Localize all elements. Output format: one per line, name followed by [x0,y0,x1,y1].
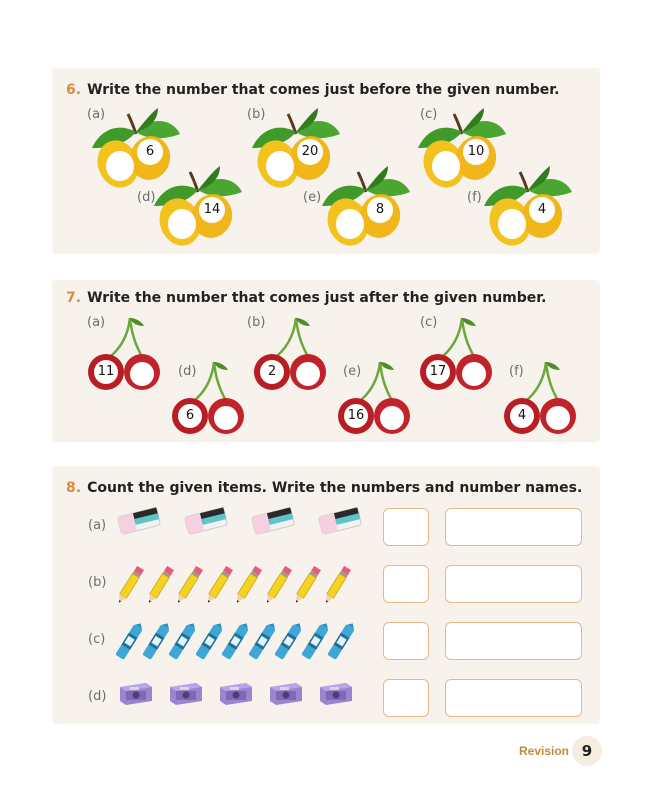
sharpener-icon [216,677,256,711]
pencil-icon [323,563,351,611]
cherry-icon [336,360,412,440]
q7-number: 7. [66,290,82,306]
q6-answer-circle[interactable] [168,209,196,239]
q7-item-label: (b) [247,315,266,330]
sharpener-icon [266,677,306,711]
q8-row-label: (d) [88,689,107,704]
cherry-icon [502,360,578,440]
crayon-icon [116,620,142,668]
number-name-answer-box[interactable] [445,622,582,660]
mango-icon [150,166,246,254]
q6-heading [66,82,560,98]
number-name-answer-box[interactable] [445,679,582,717]
q6-given-number: 4 [537,202,547,217]
q6-number: 6. [66,82,82,98]
q8-row-label: (a) [88,518,107,533]
q6-given-number: 20 [301,144,319,159]
number-answer-box[interactable] [383,679,429,717]
q7-given-number: 16 [347,408,365,423]
q7-item-label: (e) [343,364,362,379]
q6-answer-circle[interactable] [106,151,134,181]
q6-item-label: (c) [420,107,438,122]
crayon-icon [143,620,169,668]
crayon-icon [169,620,195,668]
q6-answer-circle[interactable] [266,151,294,181]
q7-given-number: 17 [429,364,447,379]
number-answer-box[interactable] [383,508,429,546]
q6-given-number: 6 [145,144,155,159]
sharpener-icon [116,677,156,711]
q6-answer-circle[interactable] [336,209,364,239]
q6-answer-circle[interactable] [432,151,460,181]
q8-row-label: (b) [88,575,107,590]
eraser-icon [250,506,296,540]
q8-text: Count the given items. Write the numbers and number names. [87,480,583,496]
pencil-icon [293,563,321,611]
q6-item-label: (b) [247,107,266,122]
eraser-icon [116,506,162,540]
q7-item-label: (f) [509,364,524,379]
q7-given-number: 4 [517,408,527,423]
eraser-icon [317,506,363,540]
q6-given-number: 10 [467,144,485,159]
q7-answer-circle[interactable] [380,406,404,430]
q6-answer-circle[interactable] [498,209,526,239]
pencil-icon [175,563,203,611]
q7-answer-circle[interactable] [462,362,486,386]
q7-answer-circle[interactable] [296,362,320,386]
crayon-icon [302,620,328,668]
crayon-icon [196,620,222,668]
footer-section-label: Revision [519,744,570,758]
pencil-icon [234,563,262,611]
pencil-icon [116,563,144,611]
cherry-icon [252,316,328,396]
crayon-icon [275,620,301,668]
mango-icon [318,166,414,254]
eraser-icon [183,506,229,540]
q8-heading [66,480,582,496]
pencil-icon [264,563,292,611]
q6-given-number: 8 [375,202,385,217]
crayon-icon [249,620,275,668]
q7-answer-circle[interactable] [546,406,570,430]
cherry-icon [418,316,494,396]
q7-text: Write the number that comes just after the given number. [87,290,547,306]
q6-item-label: (f) [467,190,482,205]
pencil-icon [146,563,174,611]
pencil-icon [205,563,233,611]
number-answer-box[interactable] [383,565,429,603]
q7-item-label: (a) [87,315,106,330]
q7-given-number: 2 [267,364,277,379]
q7-item-label: (c) [420,315,438,330]
q7-given-number: 6 [185,408,195,423]
q6-item-label: (e) [303,190,322,205]
cherry-icon [86,316,162,396]
mango-icon [480,166,576,254]
sharpener-icon [166,677,206,711]
q7-given-number: 11 [97,364,115,379]
q7-item-label: (d) [178,364,197,379]
q7-heading [66,290,547,306]
q7-answer-circle[interactable] [214,406,238,430]
number-answer-box[interactable] [383,622,429,660]
q6-item-label: (d) [137,190,156,205]
sharpener-icon [316,677,356,711]
crayon-icon [328,620,354,668]
q8-number: 8. [66,480,82,496]
q6-given-number: 14 [203,202,221,217]
number-name-answer-box[interactable] [445,565,582,603]
cherry-icon [170,360,246,440]
q7-answer-circle[interactable] [130,362,154,386]
crayon-icon [222,620,248,668]
page-number: 9 [572,736,602,766]
number-name-answer-box[interactable] [445,508,582,546]
q6-text: Write the number that comes just before the given number. [87,82,560,98]
q8-row-label: (c) [88,632,106,647]
q6-item-label: (a) [87,107,106,122]
